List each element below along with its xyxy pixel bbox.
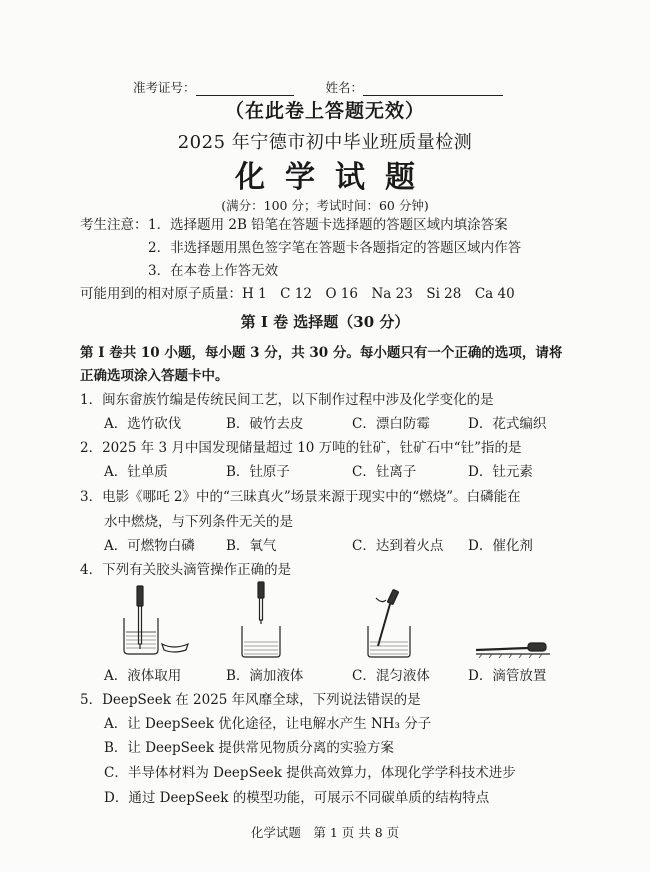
option-d: D．滴管放置 <box>468 668 547 684</box>
figure-dropper-placement <box>474 634 552 658</box>
candidate-fields <box>133 78 503 96</box>
option-b: B．滴加液体 <box>226 668 304 684</box>
figure-adding-liquid <box>236 580 286 660</box>
section-desc-line: 第 I 卷共 10 小题，每小题 3 分，共 30 分。每小题只有一个正确的选项，请将 <box>80 345 563 361</box>
question-stem: 1．闽东畲族竹编是传统民间工艺，以下制作过程中涉及化学变化的是 <box>80 392 494 408</box>
figure-mixing-liquid <box>362 588 418 660</box>
section-title: 第 I 卷 选择题（30 分） <box>240 313 410 331</box>
exam-id-blank <box>196 81 294 96</box>
question-stem: 3．电影《哪吒 2》中的“三昧真火”场景来源于现实中的“燃烧”。白磷能在 <box>80 489 521 505</box>
option-a: A．液体取用 <box>104 668 182 684</box>
page-footer: 化学试题 第 1 页 共 8 页 <box>250 825 400 840</box>
option-d: D．钍元素 <box>468 464 533 480</box>
question-stem: 2．2025 年 3 月中国发现储量超过 10 万吨的钍矿，钍矿石中“钍”指的是 <box>80 440 522 456</box>
note-item: 3．在本卷上作答无效 <box>148 263 279 279</box>
option-a: A．可燃物白磷 <box>104 538 195 554</box>
invalid-notice: （在此卷上答题无效） <box>224 100 425 122</box>
score-time: (满分：100 分；考试时间：60 分钟) <box>221 198 429 213</box>
notes-label: 考生注意： <box>80 217 148 233</box>
option-c: C．钍离子 <box>352 464 417 480</box>
option-b: B．氧气 <box>226 538 277 554</box>
option-d: D．通过 DeepSeek 的模型功能，可展示不同碳单质的结构特点 <box>104 790 490 806</box>
option-a: A．钍单质 <box>104 464 168 480</box>
name-blank <box>363 81 503 96</box>
figure-liquid-taking <box>104 580 194 658</box>
option-c: C．半导体材料为 DeepSeek 提供高效算力，体现化学学科技术进步 <box>104 765 516 781</box>
section-desc-line: 正确选项涂入答题卡中。 <box>80 368 229 384</box>
subject-title: 化学试题 <box>235 160 435 195</box>
name-label: 姓名： <box>325 80 363 95</box>
option-b: B．让 DeepSeek 提供常见物质分离的实验方案 <box>104 740 394 756</box>
question-stem: 5．DeepSeek 在 2025 年风靡全球，下列说法错误的是 <box>80 692 421 708</box>
option-a: A．选竹砍伐 <box>104 416 182 432</box>
option-c: C．混匀液体 <box>352 668 430 684</box>
option-b: B．钍原子 <box>226 464 290 480</box>
exam-id-label: 准考证号： <box>133 80 196 95</box>
option-a: A．让 DeepSeek 优化途径，让电解水产生 NH₃ 分子 <box>104 716 432 732</box>
option-b: B．破竹去皮 <box>226 416 304 432</box>
note-item: 2．非选择题用黑色签字笔在答题卡各题指定的答题区域内作答 <box>148 240 522 256</box>
atomic-masses: 可能用到的相对原子质量：H 1 C 12 O 16 Na 23 Si 28 Ca 40 <box>80 286 515 302</box>
option-d: D．催化剂 <box>468 538 533 554</box>
note-item: 1．选择题用 2B 铅笔在答题卡选择题的答题区域内填涂答案 <box>148 217 508 233</box>
option-c: C．达到着火点 <box>352 538 444 554</box>
question-stem-cont: 水中燃烧，与下列条件无关的是 <box>104 514 293 530</box>
option-c: C．漂白防霉 <box>352 416 430 432</box>
question-stem: 4．下列有关胶头滴管操作正确的是 <box>80 562 292 578</box>
exam-title: 2025 年宁德市初中毕业班质量检测 <box>177 132 473 153</box>
option-d: D．花式编织 <box>468 416 547 432</box>
